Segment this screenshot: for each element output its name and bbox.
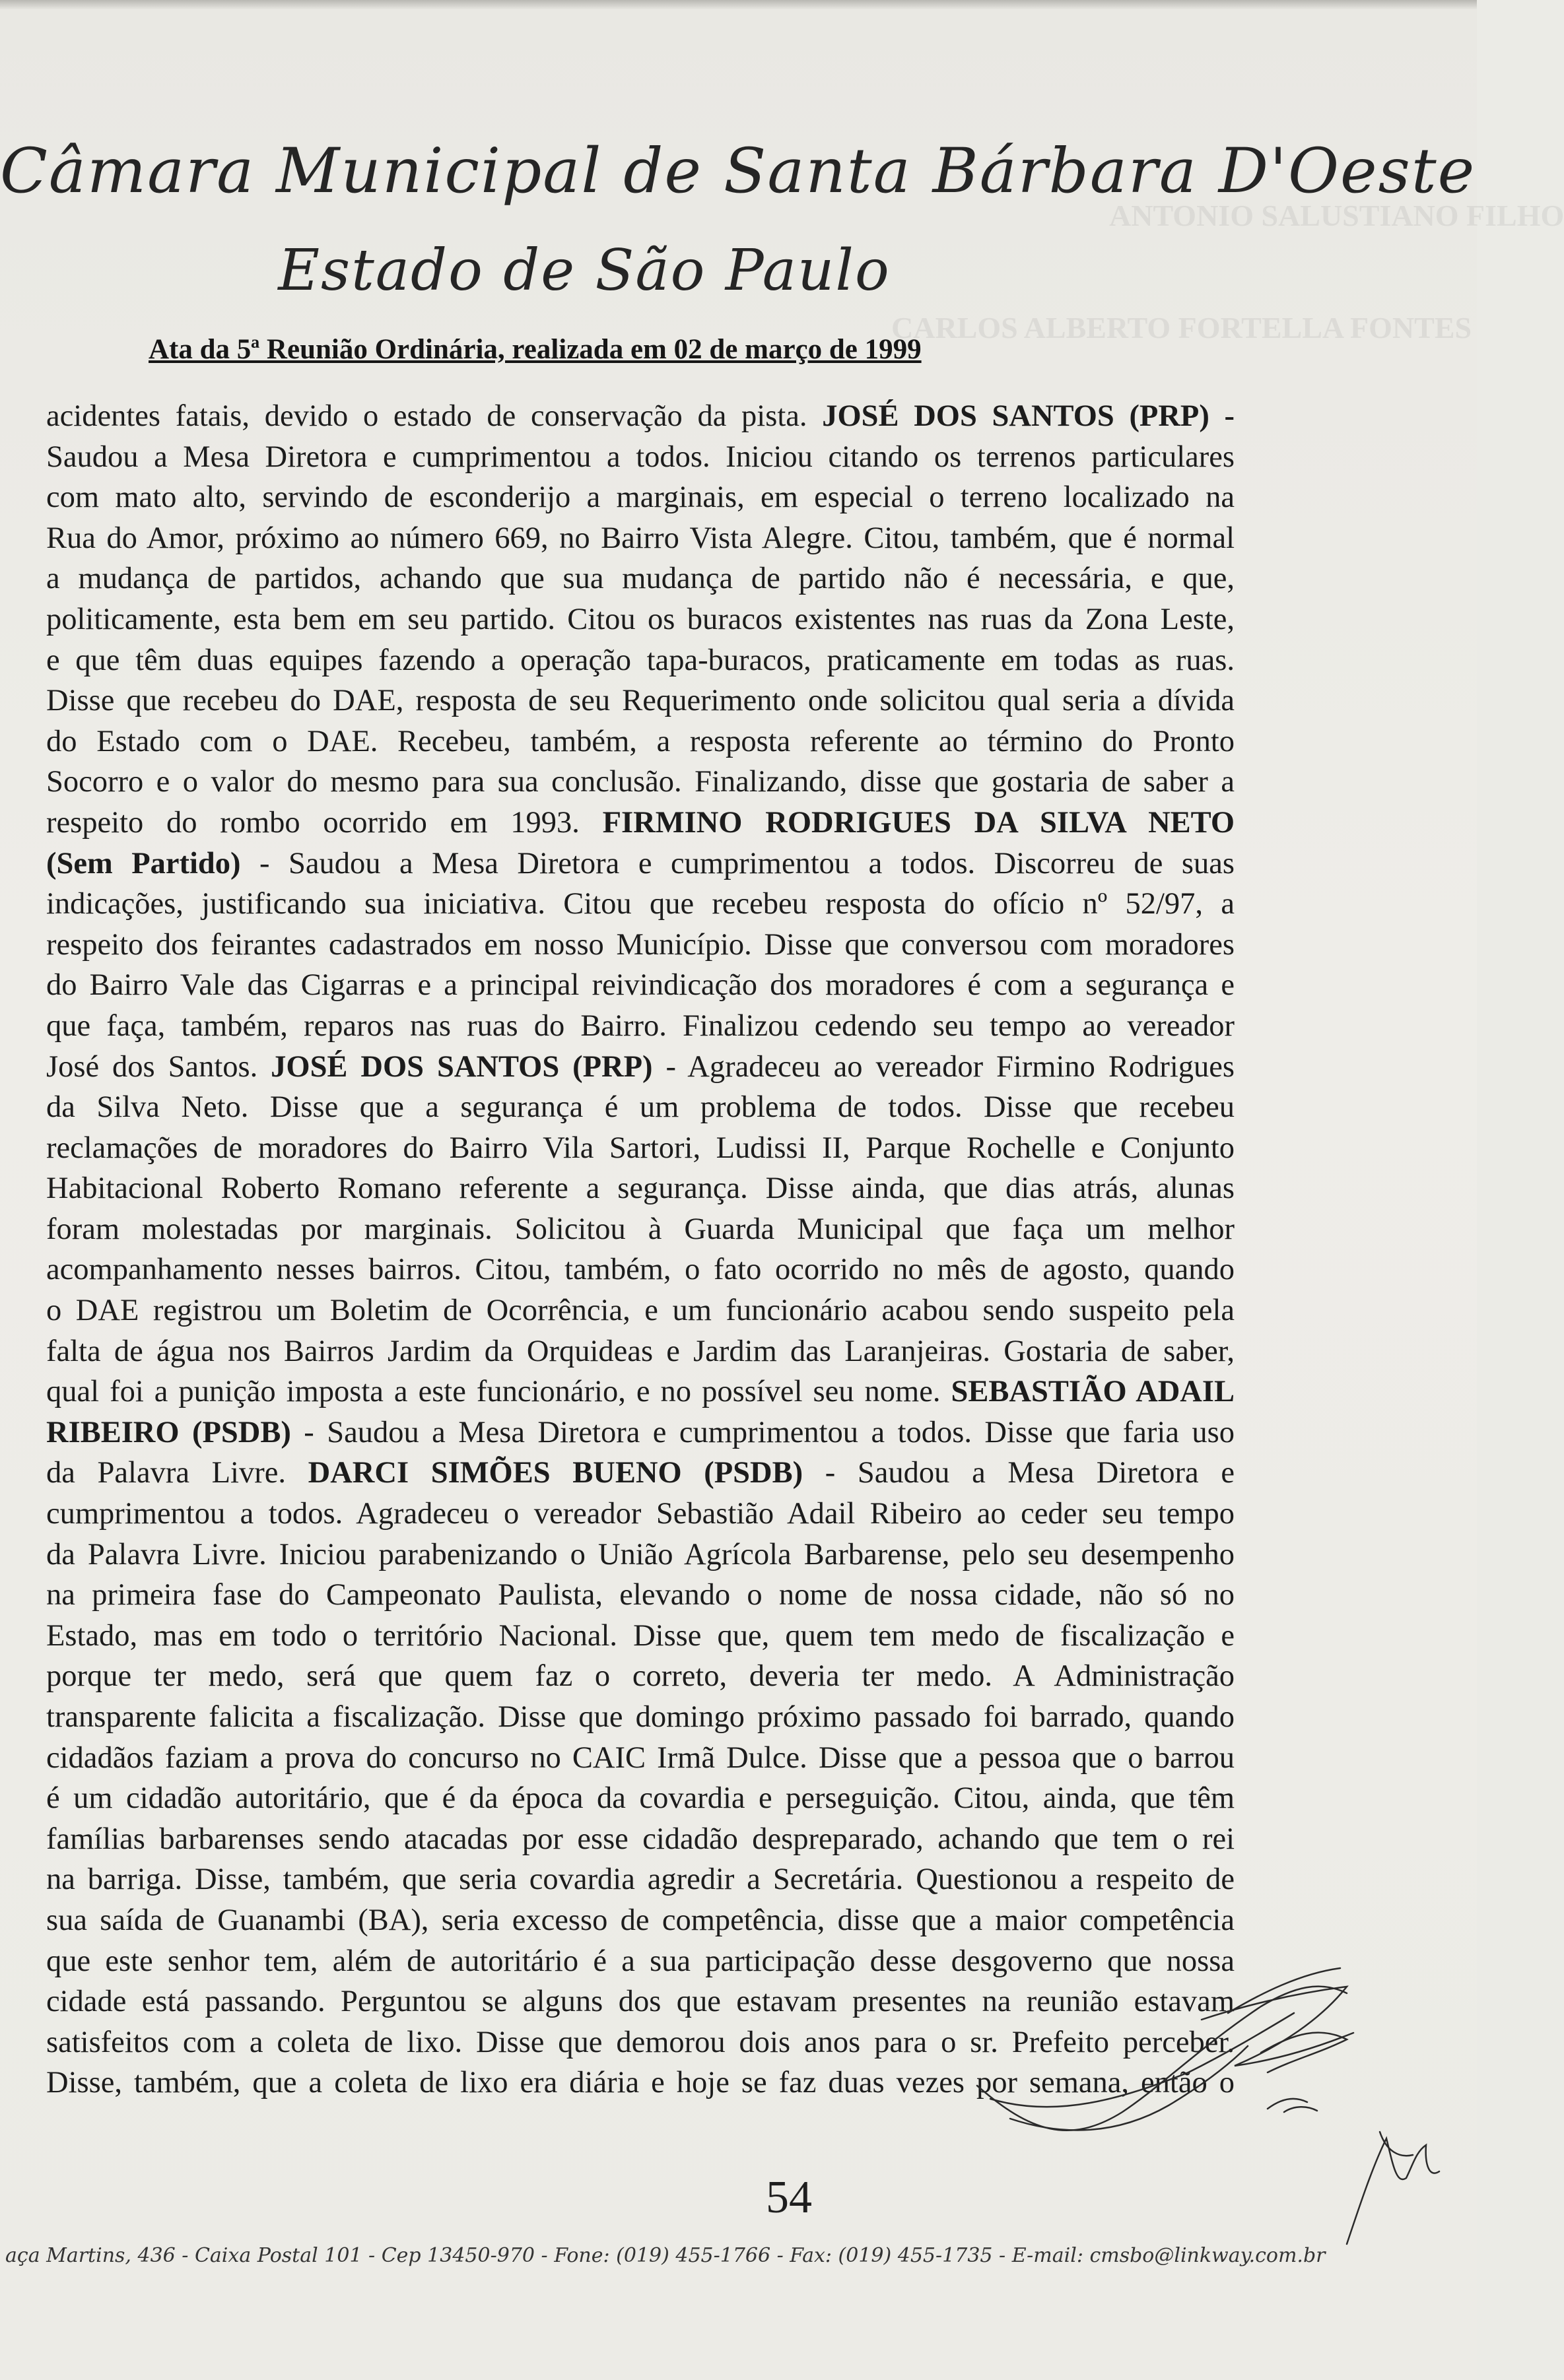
body-text-run: acidentes fatais, devido o estado de conservação da pista.: [46, 399, 823, 433]
body-text-run: que este senhor tem, além de autoritário é a sua participação desse desgoverno que nossa: [46, 1944, 1235, 1978]
body-text-run: a mudança de partidos, achando que sua mudança de partido não é necessária, e que,: [46, 562, 1235, 596]
body-line: [46, 1249, 1235, 1290]
body-line: [46, 680, 1235, 721]
body-text-run: satisfeitos com a coleta de lixo. Disse que demorou dois anos para o sr. Prefeito perceber.: [46, 2025, 1235, 2059]
body-line: [46, 1087, 1235, 1128]
body-text-run: - Agradeceu ao vereador Firmino Rodrigues: [652, 1049, 1235, 1084]
body-text-run: cidadãos faziam a prova do concurso no CAIC Irmã Dulce. Disse que a pessoa que o barrou: [46, 1740, 1235, 1775]
handwritten-signature: [951, 1967, 1466, 2257]
body-line: [46, 1128, 1235, 1169]
minutes-body-text: [46, 396, 1235, 2103]
speaker-name: DARCI SIMÕES BUENO (PSDB): [308, 1456, 803, 1490]
body-line: [46, 1778, 1235, 1819]
body-text-run: porque ter medo, será que quem faz o correto, deveria ter medo. A Administração: [46, 1659, 1235, 1694]
body-text-run: da Palavra Livre.: [46, 1456, 308, 1490]
body-text-run: respeito do rombo ocorrido em 1993.: [46, 805, 603, 840]
body-text-run: o DAE registrou um Boletim de Ocorrência, e um funcionário acabou sendo suspeito pela: [46, 1294, 1235, 1328]
body-line: [46, 1209, 1235, 1250]
body-line: [46, 1900, 1235, 1941]
body-text-run: é um cidadão autoritário, que é da época da covardia e perseguição. Citou, ainda, que têm: [46, 1781, 1235, 1816]
body-text-run: Disse que recebeu do DAE, resposta de seu Requerimento onde solicitou qual seria a dívida: [46, 684, 1235, 718]
body-text-run: com mato alto, servindo de esconderijo a marginais, em especial o terreno localizado na: [46, 480, 1235, 515]
body-text-run: transparente falicita a fiscalização. Disse que domingo próximo passado foi barrado, quando: [46, 1700, 1235, 1734]
body-text-run: Rua do Amor, próximo ao número 669, no Bairro Vista Alegre. Citou, também, que é normal: [46, 521, 1235, 555]
body-line: [46, 1656, 1235, 1697]
body-line: [46, 1738, 1235, 1779]
body-text-run: na primeira fase do Campeonato Paulista, elevando o nome de nossa cidade, não só no: [46, 1578, 1235, 1612]
body-line: [46, 1859, 1235, 1900]
body-text-run: cidade está passando. Perguntou se alguns dos que estavam presentes na reunião estavam: [46, 1985, 1235, 2019]
body-text-run: reclamações de moradores do Bairro Vila Sartori, Ludissi II, Parque Rochelle e Conjunto: [46, 1131, 1235, 1165]
body-text-run: Estado, mas em todo o território Nacional. Disse que, quem tem medo de fiscalização e: [46, 1618, 1235, 1653]
body-text-run: acompanhamento nesses bairros. Citou, também, o fato ocorrido no mês de agosto, quando: [46, 1253, 1235, 1287]
bleed-through-text: ANTONIO SALUSTIANO FILHO: [1109, 199, 1564, 232]
body-line: [46, 1535, 1235, 1575]
body-text-run: indicações, justificando sua iniciativa. Citou que recebeu resposta do ofício nº 52/97, a: [46, 887, 1235, 921]
body-line: [46, 1412, 1235, 1453]
body-line: [46, 1819, 1235, 1860]
body-line: [46, 965, 1235, 1006]
bleed-through-text: CARLOS ALBERTO FORTELLA FONTES: [891, 311, 1472, 345]
body-line: [46, 1331, 1235, 1372]
body-text-run: sua saída de Guanambi (BA), seria excesso de competência, disse que a maior competência: [46, 1903, 1235, 1937]
body-text-run: e que têm duas equipes fazendo a operação tapa-buracos, praticamente em todas as ruas.: [46, 643, 1235, 677]
body-line: [46, 640, 1235, 681]
body-text-run: do Bairro Vale das Cigarras e a principal reivindicação dos moradores é com a segurança e: [46, 968, 1235, 1003]
body-line: [46, 1168, 1235, 1209]
body-text-run: foram molestadas por marginais. Solicitou à Guarda Municipal que faça um melhor: [46, 1212, 1235, 1246]
body-line: [46, 1616, 1235, 1657]
body-line: [46, 925, 1235, 966]
body-line: [46, 518, 1235, 559]
page-top-edge: [0, 0, 1477, 9]
body-line: [46, 1453, 1235, 1494]
body-text-run: politicamente, esta bem em seu partido. Citou os buracos existentes nas ruas da Zona Leste,: [46, 602, 1235, 636]
body-line: [46, 1372, 1235, 1412]
body-text-run: da Silva Neto. Disse que a segurança é um problema de todos. Disse que recebeu: [46, 1090, 1235, 1125]
speaker-name: JOSÉ DOS SANTOS (PRP): [271, 1049, 653, 1084]
minutes-title: Ata da 5ª Reunião Ordinária, realizada em 02 de março de 1999: [149, 334, 922, 365]
state-subtitle: Estado de São Paulo: [278, 238, 891, 304]
body-line: [46, 884, 1235, 925]
body-text-run: respeito dos feirantes cadastrados em nosso Município. Disse que conversou com moradores: [46, 927, 1235, 962]
body-text-run: cumprimentou a todos. Agradeceu o vereador Sebastião Adail Ribeiro ao ceder seu tempo: [46, 1497, 1235, 1531]
body-text-run: Habitacional Roberto Romano referente a segurança. Disse ainda, que dias atrás, alunas: [46, 1172, 1235, 1206]
body-line: [46, 803, 1235, 843]
body-line: [46, 843, 1235, 884]
body-text-run: - Saudou a Mesa Diretora e cumprimentou a todos. Disse que faria uso: [290, 1415, 1235, 1449]
chamber-title: Câmara Municipal de Santa Bárbara D'Oeste: [0, 135, 1476, 207]
body-text-run: - Saudou a Mesa Diretora e: [803, 1456, 1235, 1490]
footer-address: aça Martins, 436 - Caixa Postal 101 - Cep 13450-970 - Fone: (019) 455-1766 - Fax: (019) 455-1735 - E-mail: cmsbo@linkway.com.br: [5, 2244, 1326, 2267]
body-line: [46, 1697, 1235, 1738]
body-text-run: da Palavra Livre. Iniciou parabenizando o União Agrícola Barbarense, pelo seu desempenho: [46, 1537, 1235, 1571]
speaker-name: (Sem Partido): [46, 846, 241, 880]
body-line: [46, 599, 1235, 640]
body-text-run: José dos Santos.: [46, 1049, 271, 1084]
body-line: [46, 1494, 1235, 1535]
body-text-run: na barriga. Disse, também, que seria covardia agredir a Secretária. Questionou a respeito de: [46, 1863, 1235, 1897]
body-line: [46, 762, 1235, 803]
body-line: [46, 721, 1235, 762]
body-line: [46, 437, 1235, 478]
body-text-run: falta de água nos Bairros Jardim da Orquideas e Jardim das Laranjeiras. Gostaria de saber,: [46, 1334, 1235, 1368]
body-text-run: do Estado com o DAE. Recebeu, também, a resposta referente ao término do Pronto: [46, 724, 1235, 758]
body-text-run: qual foi a punição imposta a este funcionário, e no possível seu nome.: [46, 1375, 951, 1409]
body-text-run: - Saudou a Mesa Diretora e cumprimentou a todos. Discorreu de suas: [240, 846, 1235, 880]
speaker-name: FIRMINO RODRIGUES DA SILVA NETO: [602, 805, 1235, 840]
body-line: [46, 1290, 1235, 1331]
body-line: [46, 1575, 1235, 1616]
body-line: [46, 396, 1235, 437]
body-line: [46, 1006, 1235, 1047]
body-text-run: que faça, também, reparos nas ruas do Bairro. Finalizou cedendo seu tempo ao vereador: [46, 1008, 1235, 1043]
body-text-run: famílias barbarenses sendo atacadas por esse cidadão despreparado, achando que tem o rei: [46, 1822, 1235, 1856]
speaker-name: RIBEIRO (PSDB): [46, 1415, 291, 1449]
body-line: [46, 477, 1235, 518]
body-text-run: Disse, também, que a coleta de lixo era diária e hoje se faz duas vezes por semana, então o: [46, 2066, 1235, 2100]
page-number: 54: [766, 2172, 812, 2223]
speaker-name: SEBASTIÃO ADAIL: [951, 1375, 1235, 1409]
body-text-run: Socorro e o valor do mesmo para sua conclusão. Finalizando, disse que gostaria de saber a: [46, 765, 1235, 799]
body-line: [46, 1047, 1235, 1088]
body-text-run: Saudou a Mesa Diretora e cumprimentou a todos. Iniciou citando os terrenos particulares: [46, 440, 1235, 474]
speaker-name: JOSÉ DOS SANTOS (PRP) -: [822, 399, 1235, 433]
body-line: [46, 558, 1235, 599]
